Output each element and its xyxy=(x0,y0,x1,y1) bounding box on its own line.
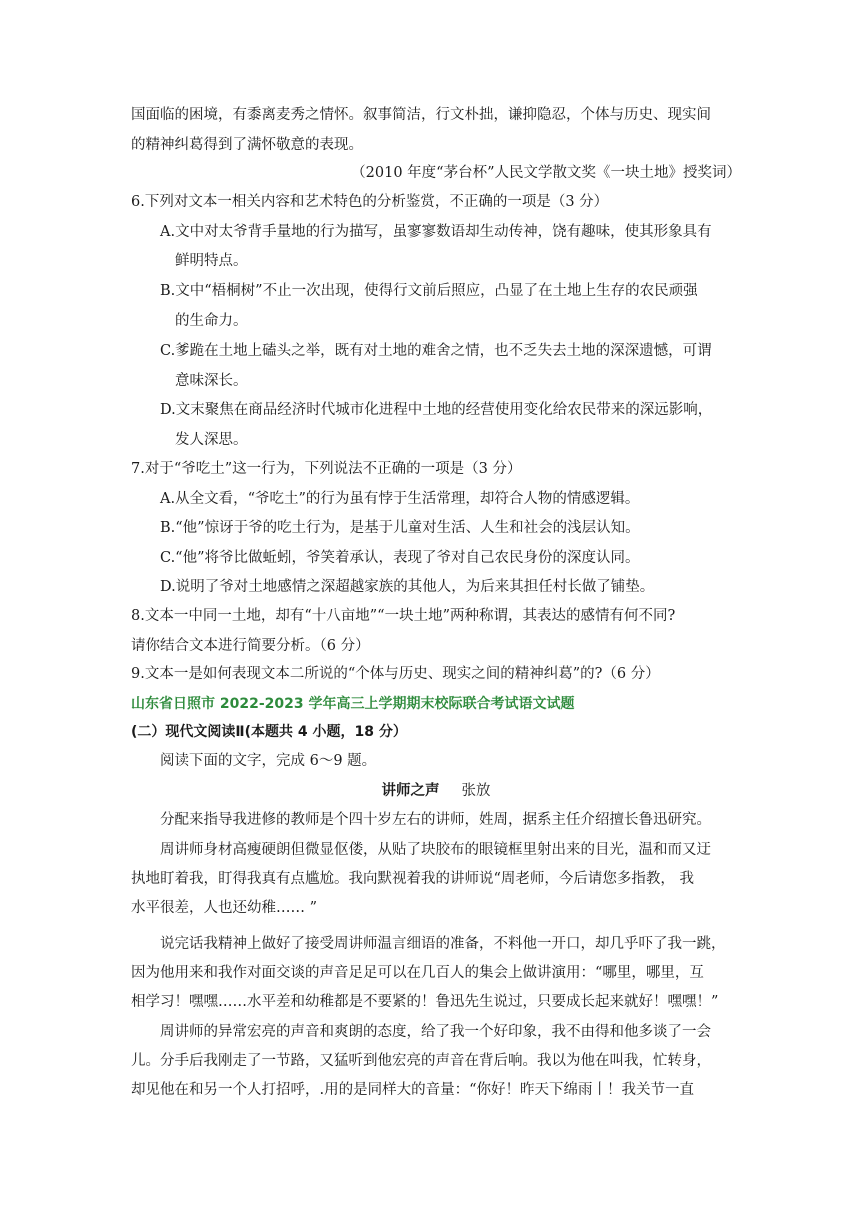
paragraph-line: 周讲师身材高瘦硬朗但微显伛偻，从贴了块胶布的眼镜框里射出来的目光，温和而又迂 xyxy=(160,842,711,858)
option-6a: A.文中对太爷背手量地的行为描写，虽寥寥数语却生动传神，饶有趣味，使其形象具有 xyxy=(160,224,712,240)
option-6a-cont: 鲜明特点。 xyxy=(175,253,248,269)
option-6b-cont: 的生命力。 xyxy=(175,313,248,329)
paragraph-line: 分配来指导我进修的教师是个四十岁左右的讲师，姓周，据系主任介绍擅长鲁迅研究。 xyxy=(160,812,711,828)
paragraph-line: 因为他用来和我作对面交谈的声音足足可以在几百人的集会上做讲演用：“哪里，哪里，互 xyxy=(131,965,704,981)
article-title-line xyxy=(131,781,741,801)
option-7b: B.“他”惊讶于爷的吃土行为，是基于儿童对生活、人生和社会的浅层认知。 xyxy=(160,520,640,536)
question-8: 8.文本一中同一土地，却有“十八亩地”“一块土地”两种称谓，其表达的感情有何不同? xyxy=(131,608,676,624)
question-8-cont: 请你结合文本进行简要分析。（6 分） xyxy=(131,638,370,654)
paragraph-line: 执地盯着我，盯得我真有点尴尬。我向默视着我的讲师说“周老师，今后请您多指教， 我 xyxy=(131,871,695,887)
question-6: 6.下列对文本一相关内容和艺术特色的分析鉴赏，不正确的一项是（3 分） xyxy=(131,194,609,210)
option-7d: D.说明了爷对土地感情之深超越家族的其他人，为后来其担任村长做了铺垫。 xyxy=(160,579,655,595)
option-6d: D.文末聚焦在商品经济时代城市化进程中土地的经营使用变化给农民带来的深远影响， xyxy=(160,402,713,418)
question-7: 7.对于“爷吃土”这一行为，下列说法不正确的一项是（3 分） xyxy=(131,461,522,477)
paragraph-line: 周讲师的异常宏亮的声音和爽朗的态度，给了我一个好印象，我不由得和他多谈了一会 xyxy=(160,1024,711,1040)
article-author: 张放 xyxy=(461,783,491,799)
paragraph-line: 儿。分手后我刚走了一节路，又猛听到他宏亮的声音在背后响。我以为他在叫我，忙转身， xyxy=(131,1053,711,1069)
option-6c-cont: 意味深长。 xyxy=(175,373,248,389)
instructions: 阅读下面的文字，完成 6～9 题。 xyxy=(160,753,377,769)
paragraph-line: 却见他在和另一个人打招呼，.用的是同样大的音量：“你好！昨天下绵雨丨！我关节一直 xyxy=(131,1082,695,1098)
text-line: 国面临的困境，有黍离麦秀之情怀。叙事简洁，行文朴拙，谦抑隐忍，个体与历史、现实间 xyxy=(131,107,711,123)
question-9: 9.文本一是如何表现文本二所说的“个体与历史、现实之间的精神纠葛”的?（6 分） xyxy=(131,666,660,682)
paragraph-line: 说完话我精神上做好了接受周讲师温言细语的准备，不料他一开口，却几乎吓了我一跳， xyxy=(160,936,726,952)
option-6c: C.爹跪在土地上磕头之举，既有对土地的难舍之情，也不乏失去土地的深深遗憾，可谓 xyxy=(160,343,712,359)
source-citation: （2010 年度“茅台杯”人民文学散文奖《一块土地》授奖词） xyxy=(351,165,741,181)
paragraph-line: 相学习！嘿嘿……水平差和幼稚都是不要紧的！鲁迅先生说过，只要成长起来就好！嘿嘿！” xyxy=(131,994,719,1010)
article-title: 讲师之声 xyxy=(381,783,440,799)
option-6b: B.文中“梧桐树”不止一次出现，使得行文前后照应，凸显了在土地上生存的农民顽强 xyxy=(160,283,698,299)
option-6d-cont: 发人深思。 xyxy=(175,432,248,448)
section-heading: (二）现代文阅读Ⅱ(本题共 4 小题，18 分） xyxy=(131,724,407,740)
paragraph-line: 水平很差，人也还幼稚…… ” xyxy=(131,900,318,916)
option-7c: C.“他”将爷比做蚯蚓，爷笑着承认，表现了爷对自己农民身份的深度认同。 xyxy=(160,550,640,566)
option-7a: A.从全文看，“爷吃土”的行为虽有悖于生活常理，却符合人物的情感逻辑。 xyxy=(160,491,640,507)
exam-source-heading: 山东省日照市 2022-2023 学年高三上学期期末校际联合考试语文试题 xyxy=(131,696,575,712)
text-line: 的精神纠葛得到了满怀敬意的表现。 xyxy=(131,137,363,153)
